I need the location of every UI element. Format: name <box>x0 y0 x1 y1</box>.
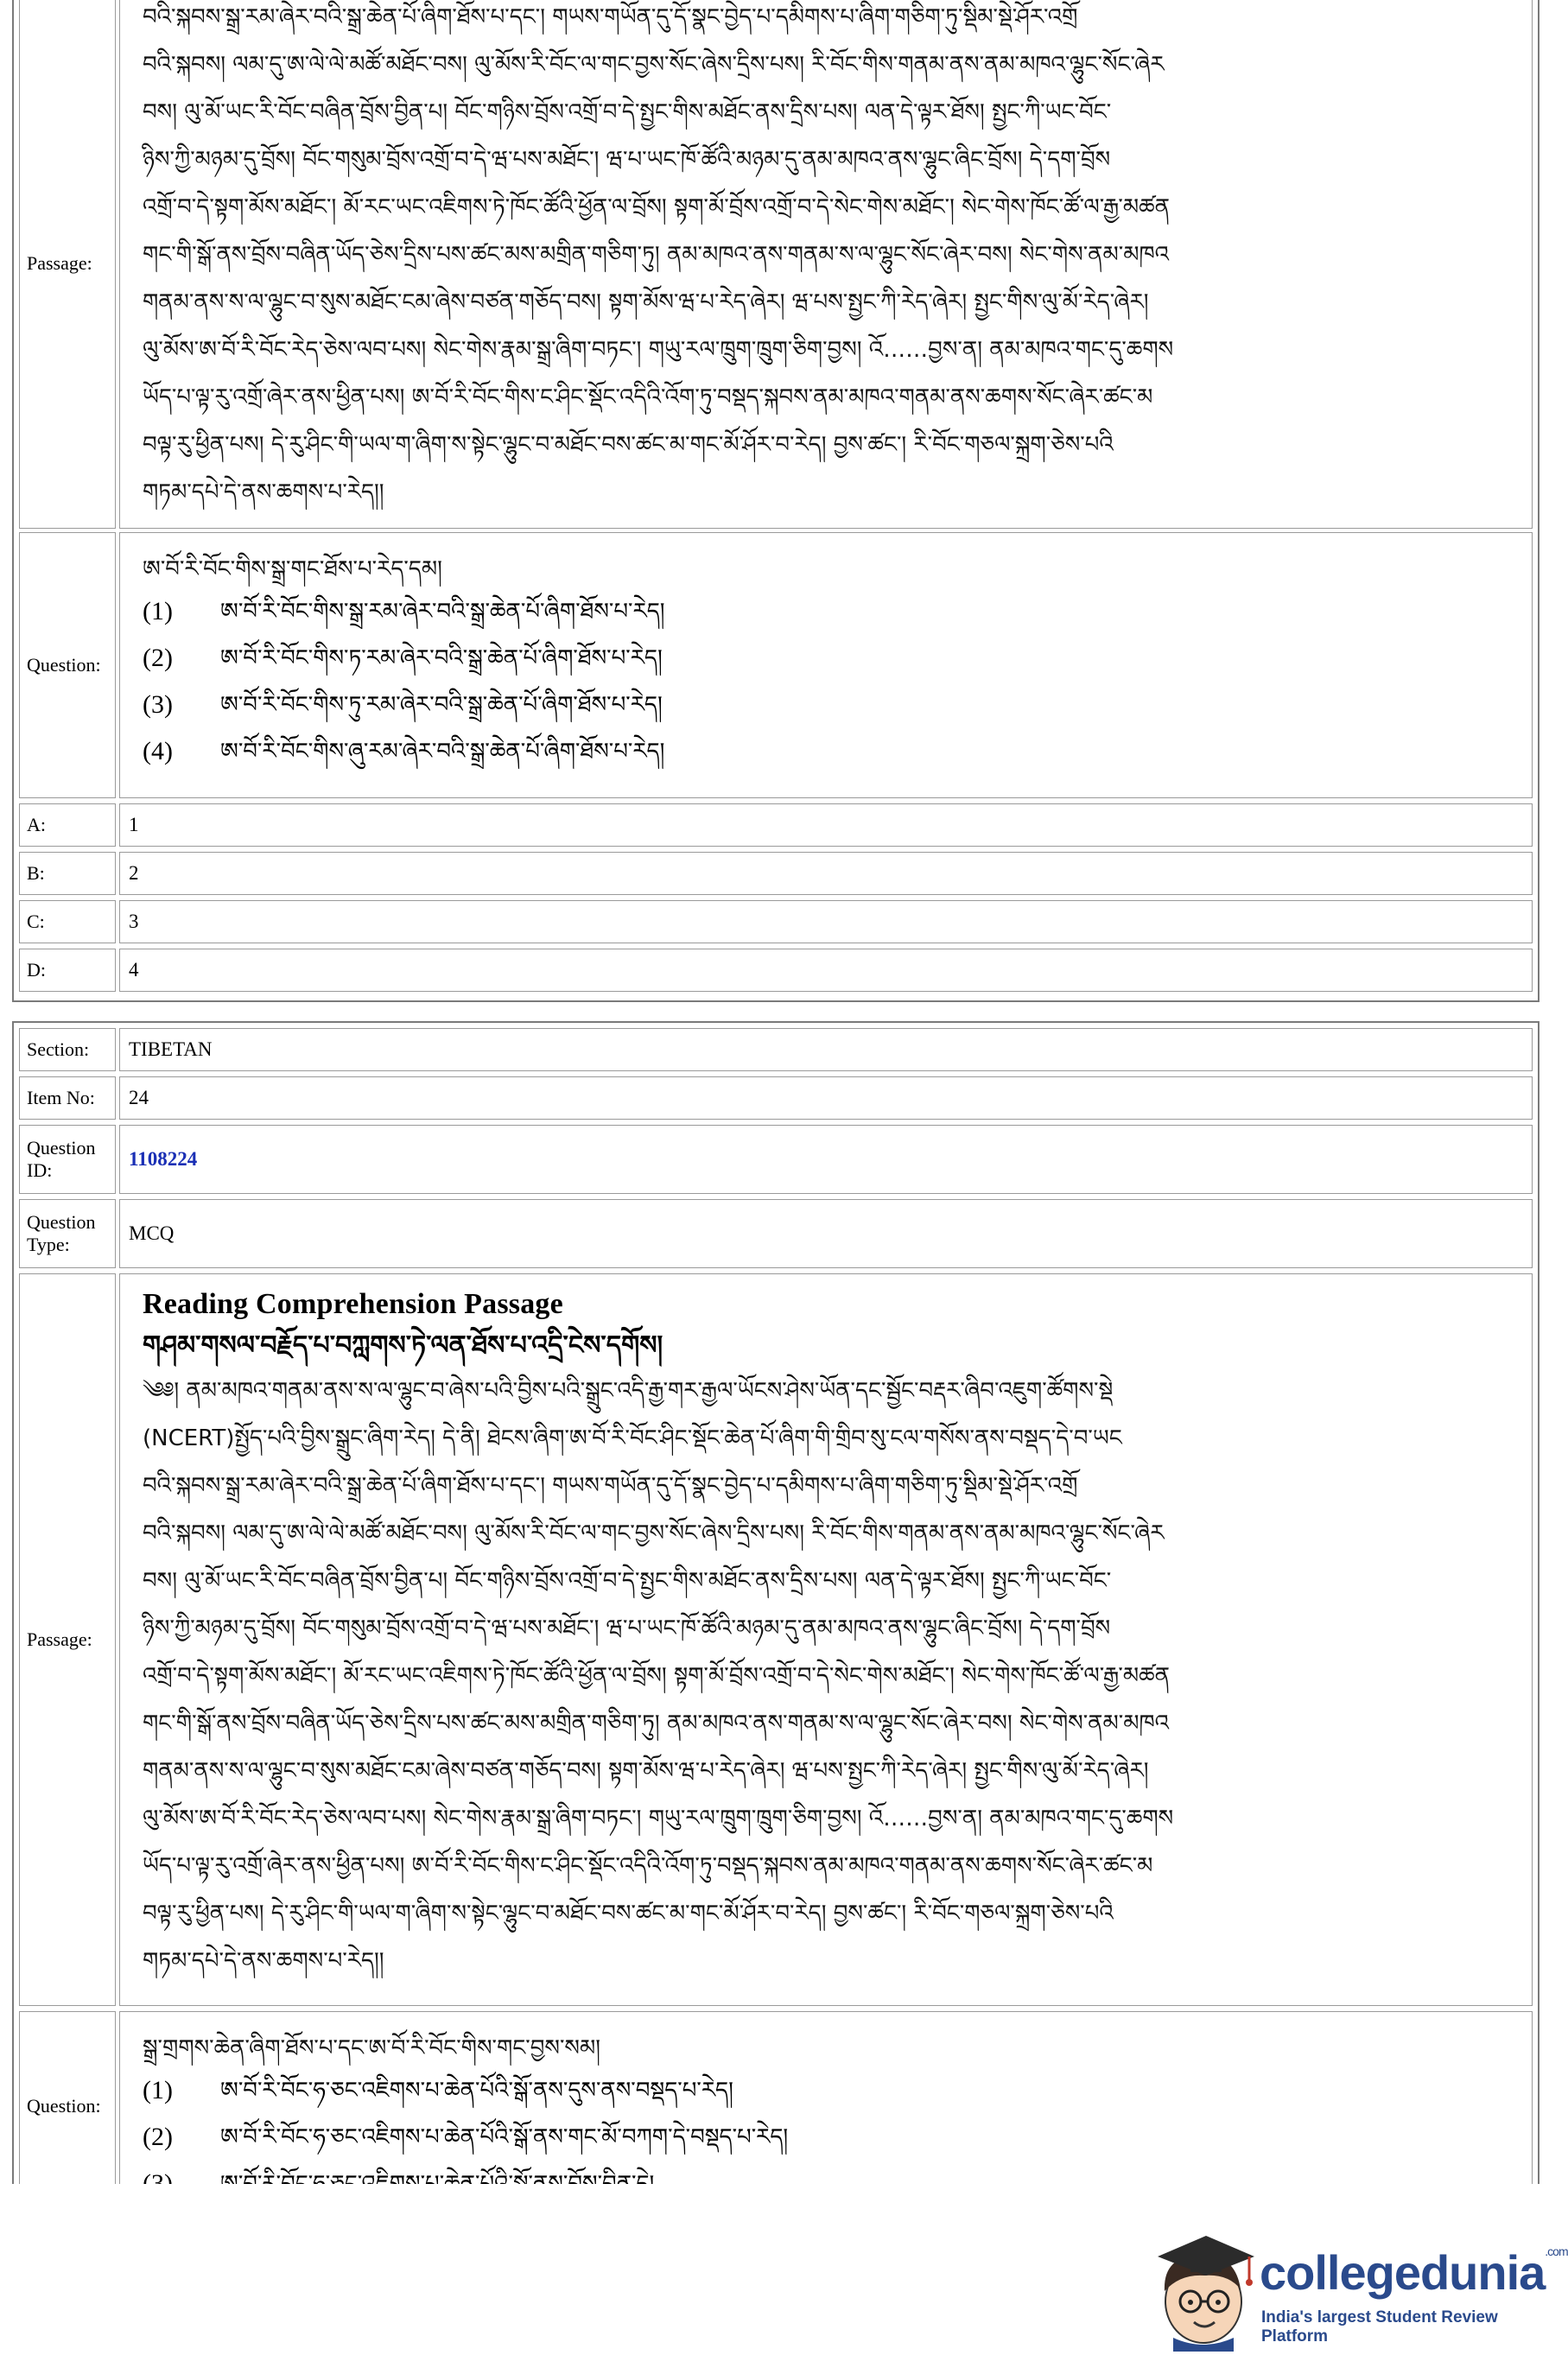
answer-row-c <box>14 900 1538 943</box>
question-id-row <box>14 1125 1538 1194</box>
options-list <box>143 588 1516 775</box>
option-item <box>143 2067 1516 2114</box>
passage-line: བས། ལུ་མོ་ཡང་རི་བོང་བཞིན་བྲོས་བྱིན་པ། བོང་གཉིས་བྲོས་འགྲོ་བ་དེ་སྤྱང་གིས་མཐོང་ནས་དྲིས་པས། ལན་དེ་ལྟར་ཐོས། སྤྱང་ཀི་ཡང་བོང་ <box>143 1568 1112 1594</box>
question-id-value: 1108224 <box>129 1148 198 1170</box>
question-content <box>143 2029 1516 2207</box>
option-item <box>143 588 1516 635</box>
passage-line: ཡོད་པ་ལྟ་རུ་འགྲོ་ཞེར་ནས་ཕྱིན་པས། ཨ་བོ་རི་བོང་གིས་ང་ཤིང་སྡོང་འདིའི་འོག་ཏུ་བསྡད་སྐབས་ནམ་མཁའ་གནམ་ནས་ཆགས་སོང་ཞེར་ཚང་མ <box>143 1853 1153 1879</box>
question-type-label: Question Type: <box>19 1199 116 1268</box>
passage-line: ཉིས་ཀྱི་མཉམ་དུ་བྲོས། བོང་གསུམ་བྲོས་འགྲོ་བ་དེ་ཝ་པས་མཐོང་། ཝ་པ་ཡང་ཁོ་ཚོའི་མཉམ་དུ་ནམ་མཁའ་ནས་ལྷུང་ཞིང་བྲོས། དེ་དག་བྲོས <box>143 1615 1111 1641</box>
passage-line: ལུ་མོས་ཨ་བོ་རི་བོང་རེད་ཅེས་ལབ་པས། སེང་གེས་རྣམ་སྒྲ་ཞིག་བཏང་། གཡུ་རལ་ཁྲུག་ཁྲུག་ཅིག་བྱས། འོ……བྱས་ན། ནམ་མཁའ་གང་དུ་ཆགས <box>143 337 1174 363</box>
option-number: (2) <box>143 644 173 672</box>
passage-line: བའི་སྐབས། ལམ་དུ་ཨ་ལེ་ལེ་མཚོ་མཐོང་བས། ལུ་མོས་རི་བོང་ལ་གང་བྱས་སོང་ཞེས་དྲིས་པས། རི་བོང་གིས་གནམ་ནས་ནམ་མཁའ་ལྷུང་སོང་ཞེར <box>143 52 1165 78</box>
passage-row <box>14 1273 1538 2006</box>
section-row <box>14 1028 1538 1071</box>
passage-line: ཉིས་ཀྱི་མཉམ་དུ་བྲོས། བོང་གསུམ་བྲོས་འགྲོ་བ་དེ་ཝ་པས་མཐོང་། ཝ་པ་ཡང་ཁོ་ཚོའི་མཉམ་དུ་ནམ་མཁའ་ནས་ལྷུང་ཞིང་བྲོས། དེ་དག་བྲོས <box>143 147 1111 173</box>
answer-value: 2 <box>119 852 1533 895</box>
question-intro: ཨ་བོ་རི་བོང་གིས་སྒྲ་གང་ཐོས་པ་རེད་དམ། <box>143 556 442 582</box>
option-text: ཨ་བོ་རི་བོང་གིས་སྒྲ་རམ་ཞེར་བའི་སྒྲ་ཆེན་པོ་ཞིག་ཐོས་པ་རེད། <box>220 599 665 625</box>
question-type-value: MCQ <box>119 1199 1533 1268</box>
answer-value: 3 <box>119 900 1533 943</box>
passage-line: གནམ་ནས་ས་ལ་ལྷུང་བ་སུས་མཐོང་ངམ་ཞེས་བཙན་གཅོད་བས། སྟག་མོས་ཝ་པ་རེད་ཞེར། ཝ་པས་སྤྱང་ཀི་རེད་ཞེར། སྤྱང་གིས་ལུ་མོ་རེད་ཞེར། <box>143 289 1149 315</box>
passage-line: ༄༅། ནམ་མཁའ་གནམ་ནས་ས་ལ་ལྷུང་བ་ཞེས་པའི་བྱིས་པའི་སྒྲུང་འདི་རྒྱ་གར་རྒྱལ་ཡོངས་ཤེས་ཡོན་དང་སྦྱོང་བརྡར་ཞིབ་འཇུག་ཚོགས་སྡེ <box>143 1378 1114 1404</box>
option-text: ཨ་བོ་རི་བོང་གིས་ཏུ་རམ་ཞེར་བའི་སྒྲ་ཆེན་པོ་ཞིག་ཐོས་པ་རེད། <box>220 692 663 718</box>
passage-label: Passage: <box>19 0 116 529</box>
passage-label: Passage: <box>19 1273 116 2006</box>
option-number: (1) <box>143 597 173 625</box>
question-cell <box>119 532 1533 798</box>
section-label: Section: <box>19 1028 116 1071</box>
option-item <box>143 728 1516 775</box>
item-value: 24 <box>119 1076 1533 1120</box>
passage-line: གཏམ་དཔེ་དེ་ནས་ཆགས་པ་རེད།། <box>143 479 384 505</box>
passage-line: ཡོད་པ་ལྟ་རུ་འགྲོ་ཞེར་ནས་ཕྱིན་པས། ཨ་བོ་རི་བོང་གིས་ང་ཤིང་སྡོང་འདིའི་འོག་ཏུ་བསྡད་སྐབས་ནམ་མཁའ་གནམ་ནས་ཆགས་སོང་ཞེར་ཚང་མ <box>143 384 1153 410</box>
passage-cell <box>119 1273 1533 2006</box>
passage-text <box>143 1368 1516 1985</box>
item-row <box>14 1076 1538 1120</box>
answer-value: 1 <box>119 803 1533 847</box>
passage-text <box>143 0 1516 517</box>
answer-label: D: <box>19 949 116 992</box>
passage-heading: Reading Comprehension Passage <box>143 1288 563 1320</box>
passage-content <box>143 1285 1516 1985</box>
passage-line: བལྟ་རུ་ཕྱིན་པས། དེ་རུ་ཤིང་གི་ཡལ་ག་ཞིག་ས་སྟེང་ལྷུང་བ་མཐོང་བས་ཚང་མ་གང་མོ་ཤོར་བ་རེད། བྱས་ཚང་། རི་བོང་གཅལ་སྐྲག་ཅེས་པའི <box>143 1901 1114 1927</box>
question-id-cell <box>119 1125 1533 1194</box>
collegedunia-logo <box>1139 2222 1568 2352</box>
option-text: ཨ་བོ་རི་བོང་གིས་ཏ་རམ་ཞེར་བའི་སྒྲ་ཆེན་པོ་ཞིག་ཐོས་པ་རེད། <box>220 645 663 671</box>
question-block-1 <box>12 0 1539 1002</box>
brand-tagline: India's largest Student Review Platform <box>1261 2308 1498 2345</box>
passage-line: བའི་སྐབས་སྒྲ་རམ་ཞེར་བའི་སྒྲ་ཆེན་པོ་ཞིག་ཐོས་པ་དང་། གཡས་གཡོན་དུ་དོ་སྣང་བྱེད་པ་དམིགས་པ་ཞིག་གཅིག་ཏུ་སྡིམ་སྡེ་ཤོར་འགྲོ <box>143 4 1078 30</box>
brand-suffix: .com <box>1545 2244 1568 2258</box>
answer-label: B: <box>19 852 116 895</box>
question-label: Question: <box>19 532 116 798</box>
passage-line: བའི་སྐབས། ལམ་དུ་ཨ་ལེ་ལེ་མཚོ་མཐོང་བས། ལུ་མོས་རི་བོང་ལ་གང་བྱས་སོང་ཞེས་དྲིས་པས། རི་བོང་གིས་གནམ་ནས་ནམ་མཁའ་ལྷུང་སོང་ཞེར <box>143 1520 1165 1546</box>
question-intro: སྒྲ་གྲགས་ཆེན་ཞིག་ཐོས་པ་དང་ཨ་བོ་རི་བོང་གིས་གང་བྱས་སམ། <box>143 2035 601 2061</box>
passage-line: གཏམ་དཔེ་དེ་ནས་ཆགས་པ་རེད།། <box>143 1948 384 1974</box>
section-value: TIBETAN <box>119 1028 1533 1071</box>
passage-line: (NCERT)སྤྱོད་པའི་བྱིས་སྒྲུང་ཞིག་རེད། དེ་ནི། ཐེངས་ཞིག་ཨ་བོ་རི་བོང་ཤིང་སྡོང་ཆེན་པོ་ཞིག་གི་གྲིབ་སུ་ངལ་གསོས་ནས་བསྡད་དེ་བ་ཡང <box>143 1425 1122 1451</box>
brand-wordmark[interactable] <box>1260 2244 1568 2301</box>
passage-line: འགྲོ་བ་དེ་སྟག་མོས་མཐོང་། མོ་རང་ཡང་འཇིགས་ཏེ་ཁོང་ཚོའི་ཕྱོན་ལ་བྲོས། སྟག་མོ་བྲོས་འགྲོ་བ་དེ་སེང་གེས་མཐོང་། སེང་གེས་ཁོང་ཚོ་ལ་རྒྱ་མཚན <box>143 1663 1170 1689</box>
question-label: Question: <box>19 2011 116 2201</box>
option-number: (4) <box>143 737 173 765</box>
option-number: (1) <box>143 2076 173 2104</box>
answer-row-d <box>14 949 1538 992</box>
passage-line: གང་གི་སྒོ་ནས་བྲོས་བཞིན་ཡོད་ཅེས་དྲིས་པས་ཚང་མས་མགྲིན་གཅིག་ཏུ། ནམ་མཁའ་ནས་གནམ་ས་ལ་ལྷུང་སོང་ཞེར་བས། སེང་གེས་ནམ་མཁའ <box>143 242 1170 268</box>
option-item <box>143 682 1516 728</box>
passage-cell <box>119 0 1533 529</box>
item-label: Item No: <box>19 1076 116 1120</box>
question-block-2 <box>12 1021 1539 2184</box>
mascot-icon <box>1139 2222 1268 2352</box>
question-cell <box>119 2011 1533 2201</box>
option-number: (2) <box>143 2123 173 2151</box>
passage-line: བལྟ་རུ་ཕྱིན་པས། དེ་རུ་ཤིང་གི་ཡལ་ག་ཞིག་ས་སྟེང་ལྷུང་བ་མཐོང་བས་ཚང་མ་གང་མོ་ཤོར་བ་རེད། བྱས་ཚང་། རི་བོང་གཅལ་སྐྲག་ཅེས་པའི <box>143 432 1114 458</box>
answer-row-a <box>14 803 1538 847</box>
answer-label: C: <box>19 900 116 943</box>
passage-line: བའི་སྐབས་སྒྲ་རམ་ཞེར་བའི་སྒྲ་ཆེན་པོ་ཞིག་ཐོས་པ་དང་། གཡས་གཡོན་དུ་དོ་སྣང་བྱེད་པ་དམིགས་པ་ཞིག་གཅིག་ཏུ་སྡིམ་སྡེ་ཤོར་འགྲོ <box>143 1473 1078 1499</box>
option-text: ཨ་བོ་རི་བོང་གིས་ཞུ་རམ་ཞེར་བའི་སྒྲ་ཆེན་པོ་ཞིག་ཐོས་པ་རེད། <box>220 739 665 765</box>
answer-label: A: <box>19 803 116 847</box>
option-text: ཨ་བོ་རི་བོང་ཧ་ཅང་འཇིགས་པ་ཆེན་པོའི་སྒོ་ནས་དུས་ནས་བསྡད་པ་རེད། <box>220 2078 733 2104</box>
passage-line: གང་གི་སྒོ་ནས་བྲོས་བཞིན་ཡོད་ཅེས་དྲིས་པས་ཚང་མས་མགྲིན་གཅིག་ཏུ། ནམ་མཁའ་ནས་གནམ་ས་ལ་ལྷུང་སོང་ཞེར་བས། སེང་གེས་ནམ་མཁའ <box>143 1711 1170 1736</box>
option-text: ཨ་བོ་རི་བོང་ཧ་ཅང་འཇིགས་པ་ཆེན་པོའི་སྒོ་ནས་གང་མོ་བཀག་དེ་བསྡད་པ་རེད། <box>220 2124 789 2150</box>
passage-tibetan-heading: གཤམ་གསལ་བརྗོད་པ་བཀླགས་ཏེ་ལན་ཐོས་པ་འདྲི་ངེས་དགོས། <box>143 1330 663 1361</box>
passage-line: འགྲོ་བ་དེ་སྟག་མོས་མཐོང་། མོ་རང་ཡང་འཇིགས་ཏེ་ཁོང་ཚོའི་ཕྱོན་ལ་བྲོས། སྟག་མོ་བྲོས་འགྲོ་བ་དེ་སེང་གེས་མཐོང་། སེང་གེས་ཁོང་ཚོ་ལ་རྒྱ་མཚན <box>143 194 1170 220</box>
brand-name: collegedunia <box>1260 2245 1546 2300</box>
option-item <box>143 635 1516 682</box>
passage-line: གནམ་ནས་ས་ལ་ལྷུང་བ་སུས་མཐོང་ངམ་ཞེས་བཙན་གཅོད་བས། སྟག་མོས་ཝ་པ་རེད་ཞེར། ཝ་པས་སྤྱང་ཀི་རེད་ཞེར། སྤྱང་གིས་ལུ་མོ་རེད་ཞེར། <box>143 1758 1149 1784</box>
answer-value: 4 <box>119 949 1533 992</box>
question-row <box>14 532 1538 798</box>
passage-line: བས། ལུ་མོ་ཡང་རི་བོང་བཞིན་བྲོས་བྱིན་པ། བོང་གཉིས་བྲོས་འགྲོ་བ་དེ་སྤྱང་གིས་མཐོང་ནས་དྲིས་པས། ལན་དེ་ལྟར་ཐོས། སྤྱང་ཀི་ཡང་བོང་ <box>143 99 1112 125</box>
question-type-row <box>14 1199 1538 1268</box>
question-row <box>14 2011 1538 2201</box>
question-id-label: Question ID: <box>19 1125 116 1194</box>
option-item <box>143 2114 1516 2161</box>
passage-line: ལུ་མོས་ཨ་བོ་རི་བོང་རེད་ཅེས་ལབ་པས། སེང་གེས་རྣམ་སྒྲ་ཞིག་བཏང་། གཡུ་རལ་ཁྲུག་ཁྲུག་ཅིག་བྱས། འོ……བྱས་ན། ནམ་མཁའ་གང་དུ་ཆགས <box>143 1806 1174 1831</box>
answer-row-b <box>14 852 1538 895</box>
option-number: (3) <box>143 690 173 719</box>
passage-row <box>14 0 1538 529</box>
question-content <box>143 550 1516 775</box>
